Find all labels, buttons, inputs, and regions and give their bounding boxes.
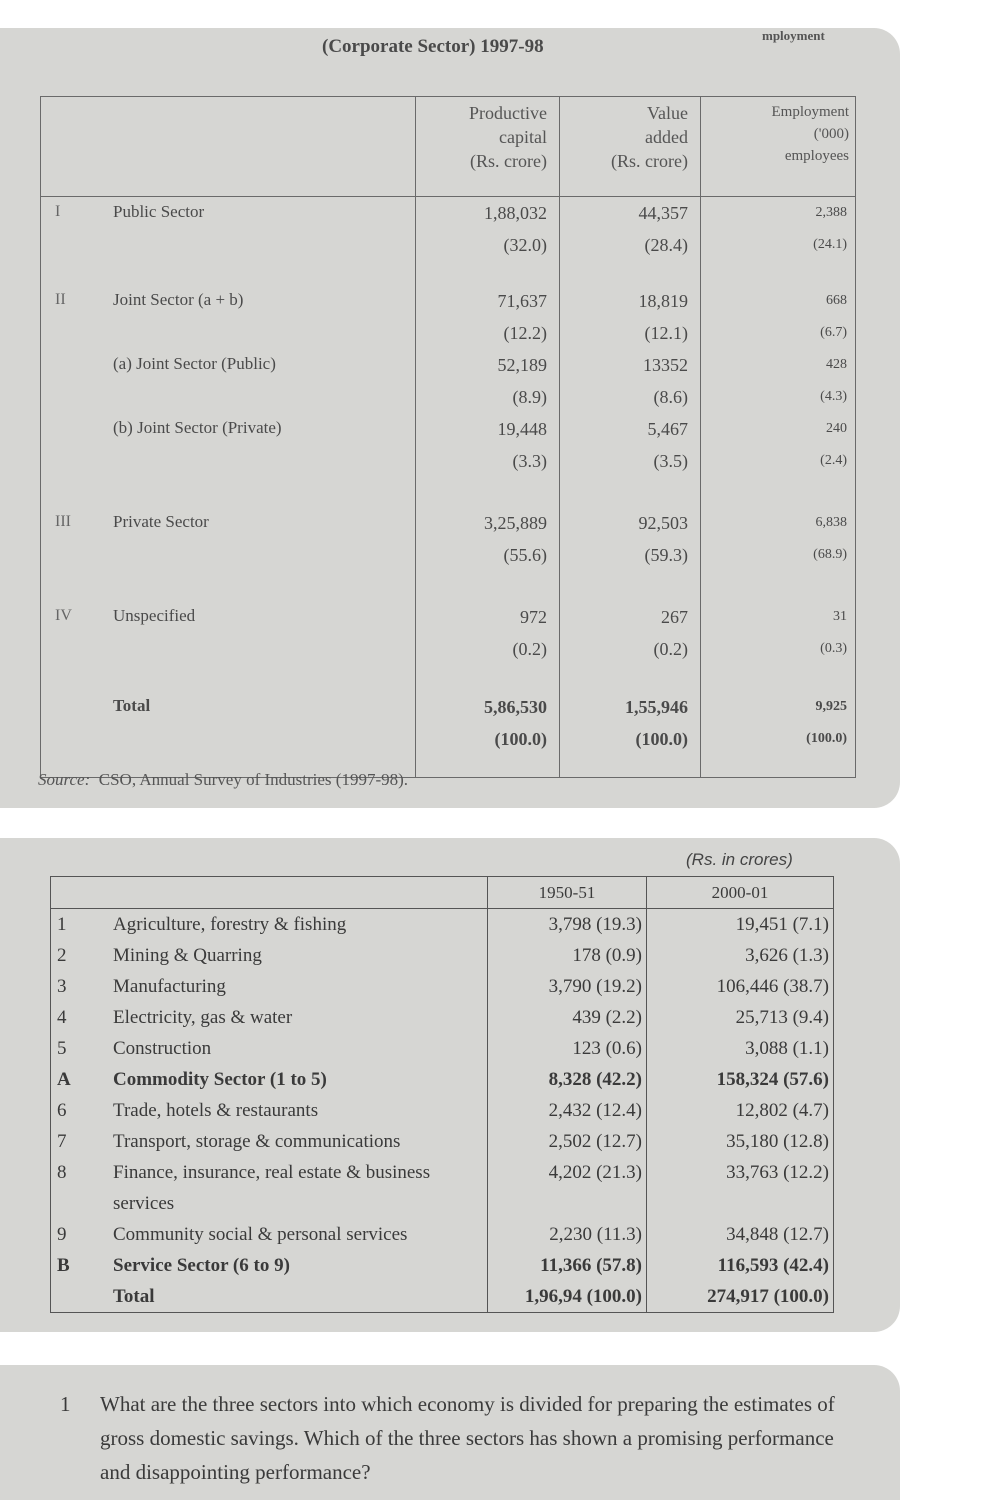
row-number: 6	[51, 1095, 110, 1126]
question-1	[60, 1387, 860, 1489]
table2-row	[51, 971, 834, 1002]
table2-row	[51, 1064, 834, 1095]
table2-row	[51, 1281, 834, 1313]
row-total: Total	[113, 696, 151, 715]
value-2000-01: 25,713 (9.4)	[647, 1002, 834, 1033]
row-number: A	[51, 1064, 110, 1095]
row-label: Finance, insurance, real estate & business services	[113, 1162, 431, 1214]
emp-public: 2,388 (24.1)	[813, 205, 847, 252]
table2-row	[51, 1095, 834, 1126]
row-unspecified: IV Unspecified	[55, 606, 196, 625]
value-1950-51: 3,798 (19.3)	[488, 909, 647, 941]
value-1950-51: 178 (0.9)	[488, 940, 647, 971]
question-page	[0, 1365, 900, 1500]
value-1950-51: 2,502 (12.7)	[488, 1126, 647, 1157]
col-employment	[701, 197, 856, 778]
emp-unspecified: 31 (0.3)	[820, 609, 847, 656]
table2-row	[51, 1126, 834, 1157]
row-label: Mining & Quarring	[113, 945, 262, 966]
row-number: 9	[51, 1219, 110, 1250]
table1-title: (Corporate Sector) 1997-98	[322, 36, 544, 57]
header-2000-01: 2000-01	[647, 877, 834, 909]
row-number: 1	[51, 909, 110, 941]
row-number: 2	[51, 940, 110, 971]
value-2000-01: 33,763 (12.2)	[647, 1157, 834, 1219]
row-label: Construction	[113, 1038, 212, 1059]
table2-row	[51, 1157, 834, 1219]
row-number: 5	[51, 1033, 110, 1064]
va-private: 92,503 (59.3)	[638, 513, 688, 565]
sector-labels-cell	[41, 197, 416, 778]
table2-row	[51, 909, 834, 941]
emp-total: 9,925 (100.0)	[806, 699, 847, 746]
table2-row	[51, 940, 834, 971]
value-1950-51: 3,790 (19.2)	[488, 971, 647, 1002]
row-label: Trade, hotels & restaurants	[113, 1100, 319, 1121]
table1-corner-fragment: mployment	[762, 28, 825, 43]
row-label: Community social & personal services	[113, 1224, 408, 1245]
pc-joint: 71,637 (12.2) 52,189 (8.9) 19,448 (3.3)	[497, 291, 547, 471]
va-unspecified: 267 (0.2)	[653, 607, 688, 659]
row-number: B	[51, 1250, 110, 1281]
row-joint-sector: II Joint Sector (a + b) (a) Joint Sector (Public) (b) Joint Sector (Private)	[55, 290, 282, 437]
value-2000-01: 158,324 (57.6)	[647, 1064, 834, 1095]
col-productive-capital	[416, 197, 560, 778]
pc-unspecified: 972 (0.2)	[512, 607, 547, 659]
col-value-added	[560, 197, 701, 778]
row-number: 3	[51, 971, 110, 1002]
capital-formation-page	[0, 838, 900, 1332]
table2-unit: (Rs. in crores)	[686, 850, 793, 869]
row-label: Electricity, gas & water	[113, 1007, 293, 1028]
value-1950-51: 1,96,94 (100.0)	[488, 1281, 647, 1313]
value-2000-01: 35,180 (12.8)	[647, 1126, 834, 1157]
question-text: What are the three sectors into which economy is divided for preparing the estimates of gross domestic savings. Which of the three sectors has shown a promising performance and disappointing performance?	[100, 1392, 835, 1484]
header-blank	[41, 97, 416, 197]
value-2000-01: 12,802 (4.7)	[647, 1095, 834, 1126]
corporate-sector-page	[0, 28, 900, 808]
emp-private: 6,838 (68.9)	[813, 515, 847, 562]
value-2000-01: 34,848 (12.7)	[647, 1219, 834, 1250]
header-employment: Employment ('000) employees	[701, 97, 856, 197]
row-label: Transport, storage & communications	[113, 1131, 401, 1152]
value-2000-01: 3,088 (1.1)	[647, 1033, 834, 1064]
row-private-sector: III Private Sector	[55, 512, 209, 531]
value-2000-01: 274,917 (100.0)	[647, 1281, 834, 1313]
value-1950-51: 439 (2.2)	[488, 1002, 647, 1033]
value-1950-51: 2,432 (12.4)	[488, 1095, 647, 1126]
va-total: 1,55,946 (100.0)	[625, 697, 688, 749]
capital-formation-table	[50, 876, 834, 1313]
pc-public: 1,88,032 (32.0)	[484, 203, 547, 255]
row-label: Total	[109, 1281, 488, 1313]
row-number: 7	[51, 1126, 110, 1157]
value-1950-51: 123 (0.6)	[488, 1033, 647, 1064]
row-public-sector: I Public Sector	[55, 202, 205, 221]
header-1950-51: 1950-51	[488, 877, 647, 909]
row-label: Agriculture, forestry & fishing	[113, 914, 347, 935]
corporate-sector-table	[40, 96, 856, 778]
value-2000-01: 3,626 (1.3)	[647, 940, 834, 971]
value-2000-01: 106,446 (38.7)	[647, 971, 834, 1002]
header-value-added: Value added (Rs. crore)	[560, 97, 701, 197]
table2-header-row	[51, 877, 834, 909]
row-number: 8	[51, 1157, 110, 1219]
header-productive-capital: Productive capital (Rs. crore)	[416, 97, 560, 197]
row-label: Manufacturing	[113, 976, 226, 997]
value-1950-51: 11,366 (57.8)	[488, 1250, 647, 1281]
value-1950-51: 4,202 (21.3)	[488, 1157, 647, 1219]
value-2000-01: 116,593 (42.4)	[647, 1250, 834, 1281]
row-number	[51, 1281, 110, 1313]
row-number: 4	[51, 1002, 110, 1033]
question-number: 1	[60, 1392, 71, 1416]
table1-source: Source: CSO, Annual Survey of Industries (1997-98).	[38, 770, 409, 789]
table2-row	[51, 1002, 834, 1033]
va-public: 44,357 (28.4)	[638, 203, 688, 255]
value-1950-51: 2,230 (11.3)	[488, 1219, 647, 1250]
value-1950-51: 8,328 (42.2)	[488, 1064, 647, 1095]
row-label: Commodity Sector (1 to 5)	[113, 1069, 327, 1090]
va-joint: 18,819 (12.1) 13352 (8.6) 5,467 (3.5)	[638, 291, 688, 471]
pc-private: 3,25,889 (55.6)	[484, 513, 547, 565]
table2-row	[51, 1250, 834, 1281]
table2-row	[51, 1219, 834, 1250]
emp-joint: 668 (6.7) 428 (4.3) 240 (2.4)	[820, 293, 847, 468]
value-2000-01: 19,451 (7.1)	[647, 909, 834, 941]
pc-total: 5,86,530 (100.0)	[484, 697, 547, 749]
table2-row	[51, 1033, 834, 1064]
row-label: Service Sector (6 to 9)	[113, 1255, 290, 1276]
